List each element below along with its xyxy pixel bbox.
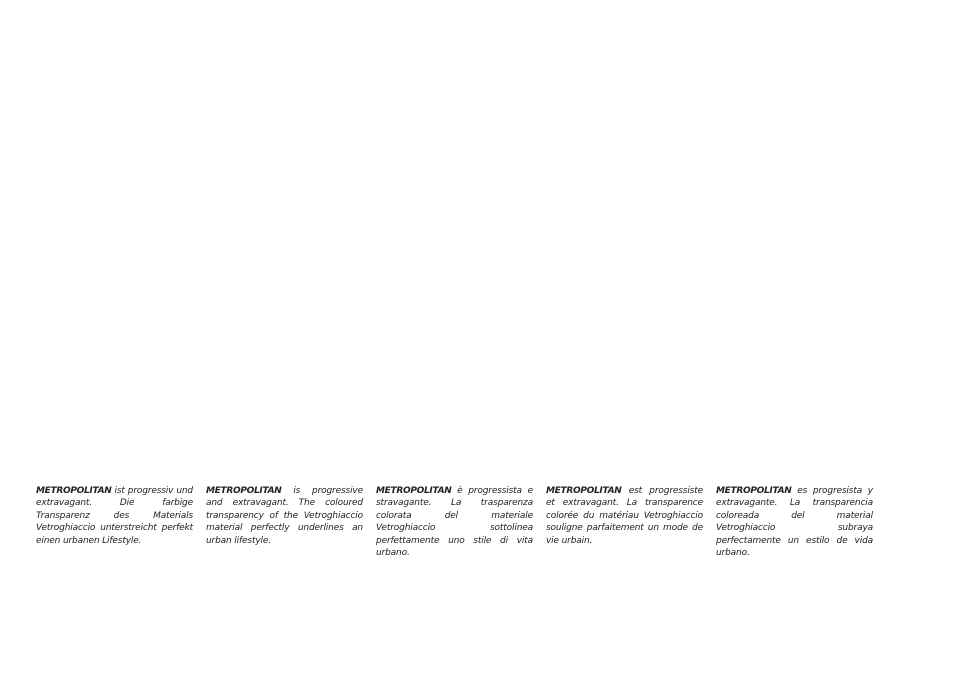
brand-name: METROPOLITAN <box>206 486 282 496</box>
description-columns <box>36 485 876 559</box>
description-spanish <box>716 485 873 559</box>
description-german <box>36 485 193 547</box>
brand-name: METROPOLITAN <box>376 486 452 496</box>
description-text: is progressive and extravagant. The coloured transparency of the Vetroghiaccio material perfectly underlines an urban lifestyle. <box>206 486 363 546</box>
description-text: est progressiste et extravagant. La transparence colorée du matériau Vetroghiaccio souligne parfaitement un mode de vie urbain. <box>546 486 703 546</box>
description-text: es progresista y extravagante. La transparencia coloreada del material Vetroghiaccio subraya perfectamente un estilo de vida urbano. <box>716 486 873 559</box>
description-french <box>546 485 703 547</box>
brand-name: METROPOLITAN <box>36 486 112 496</box>
description-english <box>206 485 363 547</box>
brand-name: METROPOLITAN <box>546 486 622 496</box>
description-italian <box>376 485 533 559</box>
description-text: ist progressiv und extravagant. Die farbige Transparenz des Materials Vetroghiaccio unterstreicht perfekt einen urbanen Lifestyle. <box>36 486 193 546</box>
brand-name: METROPOLITAN <box>716 486 792 496</box>
description-text: è progressista e stravagante. La trasparenza colorata del materiale Vetroghiaccio sottolinea perfettamente uno stile di vita urbano. <box>376 486 533 559</box>
